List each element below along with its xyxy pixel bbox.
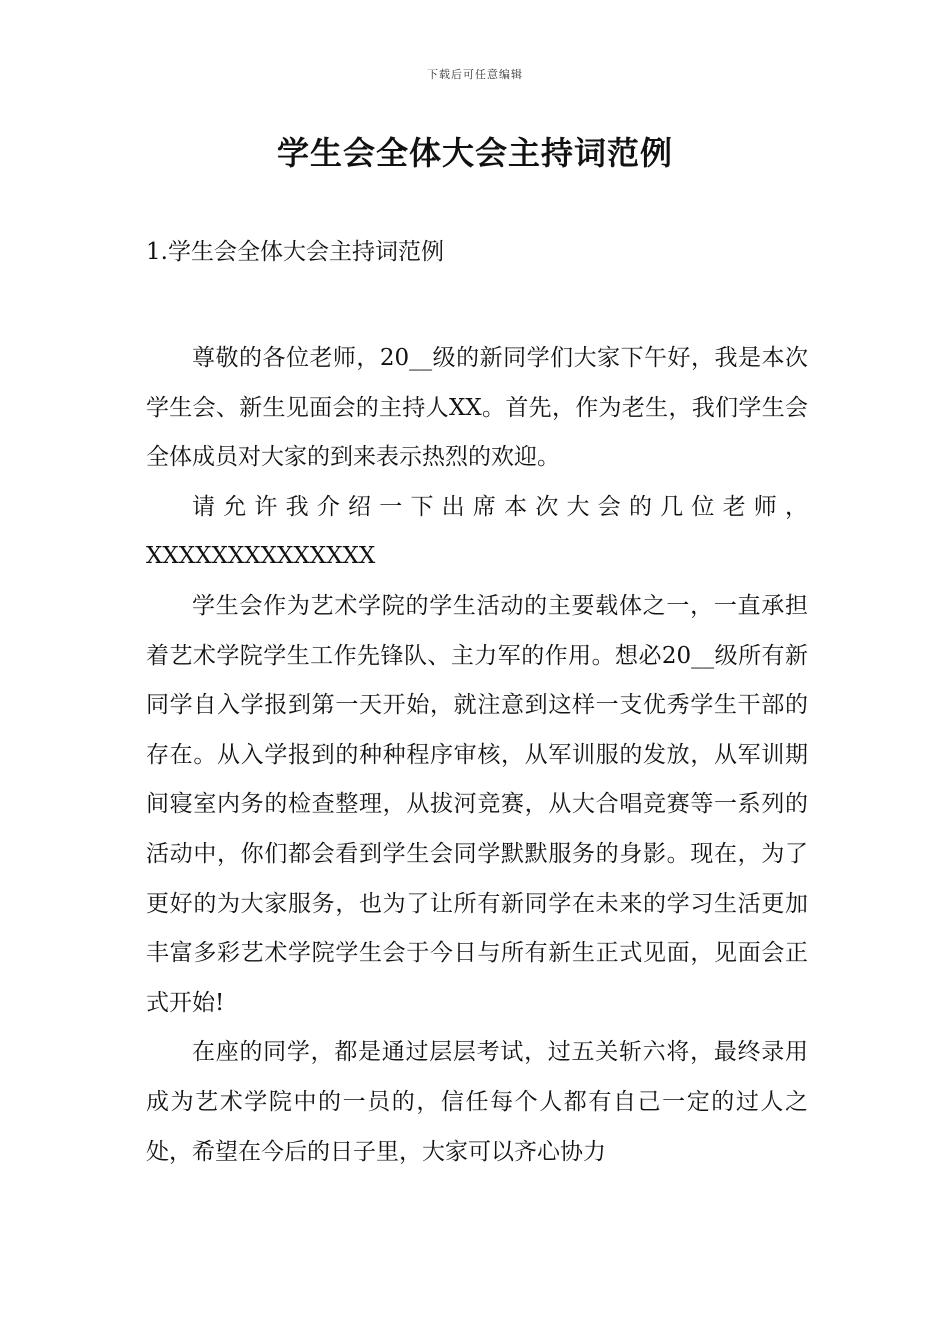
paragraph-greeting: 尊敬的各位老师，20__级的新同学们大家下午好，我是本次学生会、新生见面会的主持人XX。首先，作为老生，我们学生会全体成员对大家的到来表示热烈的欢迎。: [146, 345, 808, 471]
header-note: 下载后可任意编辑: [427, 68, 523, 81]
paragraph-student-union: 学生会作为艺术学院的学生活动的主要载体之一，一直承担着艺术学院学生工作先锋队、主力军的作用。想必20__级所有新同学自入学报到第一天开始，就注意到这样一支优秀学生干部的存在。从入学报到的种种程序审核，从军训服的发放，从军训期间寝室内务的检查整理，从拔河竞赛，从大合唱竞赛等一系列的活动中，你们都会看到学生会同学默默服务的身影。现在，为了更好的为大家服务，也为了让所有新同学在未来的学习生活更加丰富多彩艺术学院学生会于今日与所有新生正式见面，见面会正式开始!: [146, 592, 808, 1016]
document-body: [146, 334, 808, 1177]
paragraph-introduce-teachers: 请允许我介绍一下出席本次大会的几位老师，XXXXXXXXXXXXXX: [146, 493, 808, 570]
paragraph-closing: 在座的同学，都是通过层层考试，过五关斩六将，最终录用成为艺术学院中的一员的，信任每个人都有自己一定的过人之处，希望在今后的日子里，大家可以齐心协力: [146, 1039, 808, 1165]
section-heading: 1.学生会全体大会主持词范例: [146, 239, 444, 265]
document-title: 学生会全体大会主持词范例: [276, 134, 673, 172]
